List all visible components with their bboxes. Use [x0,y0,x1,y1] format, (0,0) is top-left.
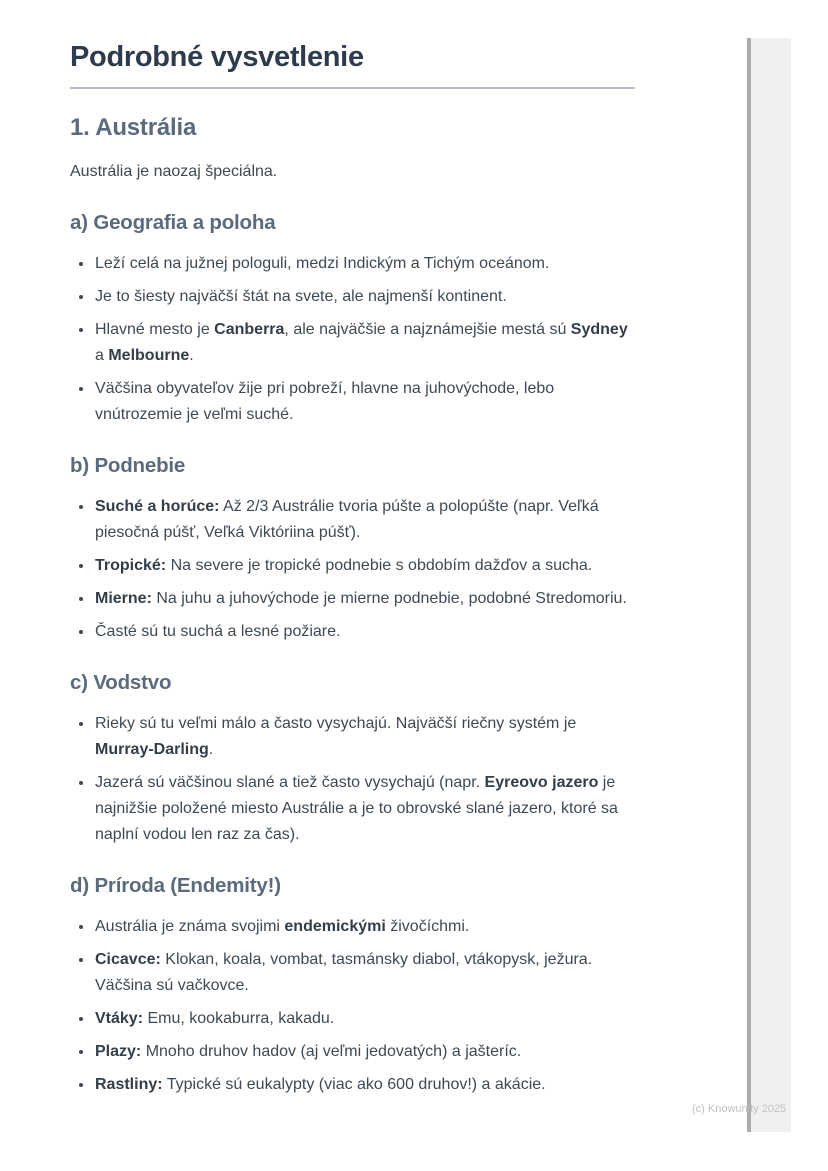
page-title: Podrobné vysvetlenie [70,41,364,73]
section-heading: c) Vodstvo [70,671,172,694]
list-item: • Rieky sú tu veľmi málo a často vysychajú. Najväčší riečny systém je Murray-Darling. [94,710,633,763]
list-item: • Jazerá sú väčšinou slané a tiež často vysychajú (napr. Eyreovo jazero je najnižšie položené miesto Austrálie a je to obrovské slané jazero, ktoré sa naplní vodou len raz za čas). [94,769,633,848]
list-item: • Časté sú tu suchá a lesné požiare. [94,618,633,645]
list-item: • Hlavné mesto je Canberra, ale najväčšie a najznámejšie mestá sú Sydney a Melbourne. [94,316,633,369]
list-item: • Cicavce: Klokan, koala, vombat, tasmánsky diabol, vtákopysk, ježura. Väčšina sú vačkovce. [94,946,633,999]
list-item: • Leží celá na južnej pologuli, medzi Indickým a Tichým oceánom. [94,250,633,277]
section-heading: b) Podnebie [70,454,186,477]
bullet-list [70,250,636,428]
bullet-list [70,913,636,1098]
list-item: • Austrália je známa svojimi endemickými živočíchmi. [94,913,633,940]
list-item: • Vtáky: Emu, kookaburra, kakadu. [94,1005,633,1032]
chapter-heading: 1. Austrália [70,114,197,141]
bullet-list [70,493,636,645]
list-item: • Plazy: Mnoho druhov hadov (aj veľmi jedovatých) a jašteríc. [94,1038,633,1065]
section-heading: d) Príroda (Endemity!) [70,874,281,897]
section-heading: a) Geografia a poloha [70,211,276,234]
next-page-edge [747,38,791,1132]
list-item: • Rastliny: Typické sú eukalypty (viac ako 600 druhov!) a akácie. [94,1071,633,1098]
intro-paragraph: Austrália je naozaj špeciálna. [70,163,278,180]
list-item: • Mierne: Na juhu a juhovýchode je mierne podnebie, podobné Stredomoriu. [94,585,633,612]
bullet-list [70,710,636,848]
list-item: • Tropické: Na severe je tropické podnebie s obdobím dažďov a sucha. [94,552,633,579]
list-item: • Väčšina obyvateľov žije pri pobreží, hlavne na juhovýchode, lebo vnútrozemie je veľmi suché. [94,375,633,428]
document-page [70,40,636,1122]
list-item: • Suché a horúce: Až 2/3 Austrálie tvoria púšte a polopúšte (napr. Veľká piesočná púšť, Veľká Viktóriina púšť). [94,493,633,546]
list-item: • Je to šiesty najväčší štát na svete, ale najmenší kontinent. [94,283,633,310]
watermark: (c) Knowunity 2025 [692,1103,787,1115]
section-list [70,209,636,1098]
title-divider [70,87,635,89]
